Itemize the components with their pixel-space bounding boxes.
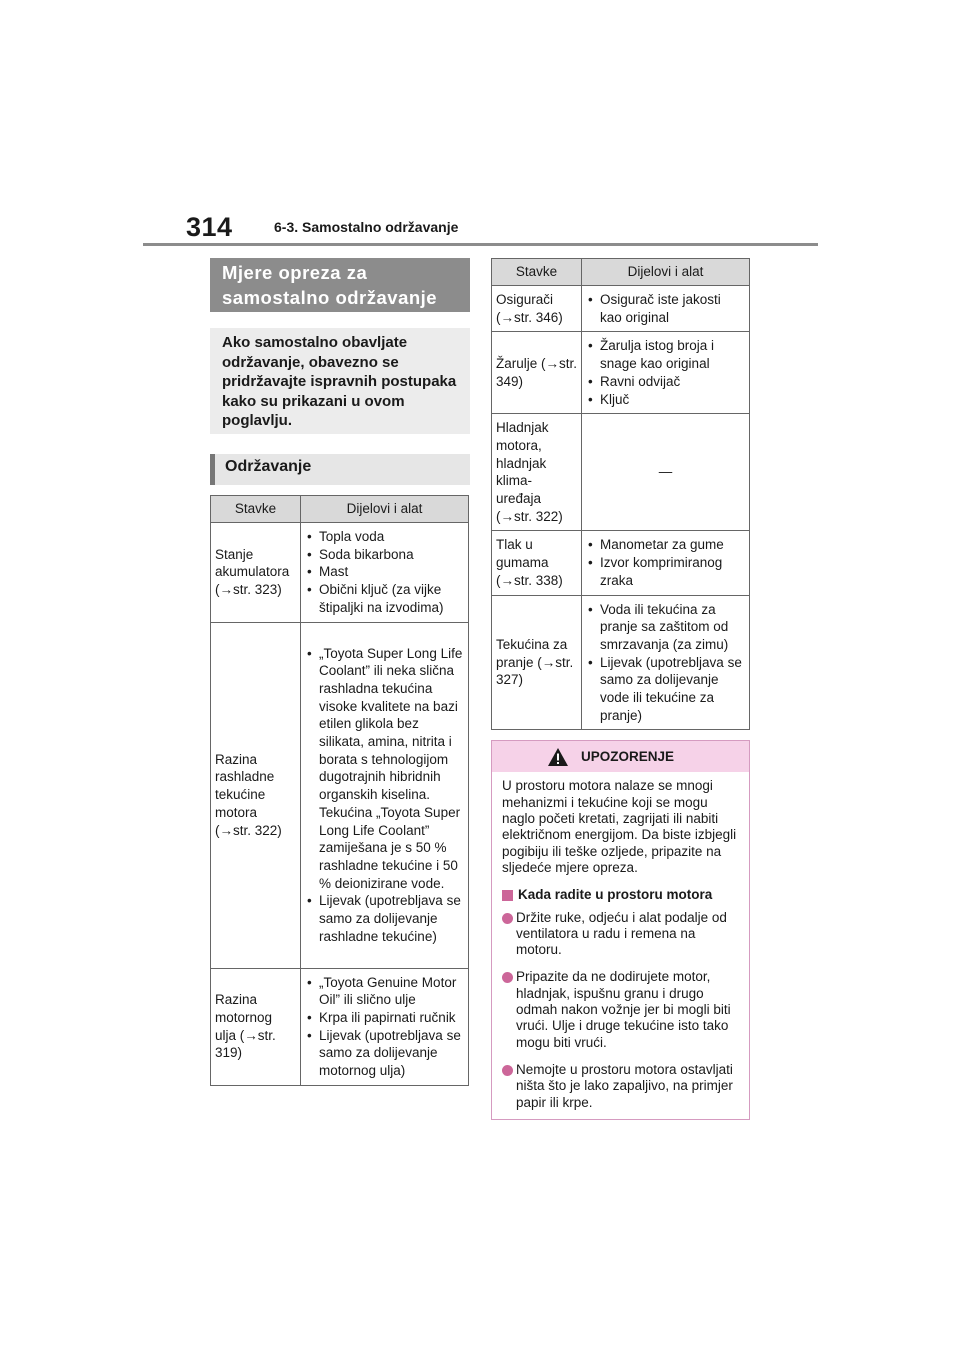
list-item: • Lijevak (upotrebljava se samo za dolijevanje vode ili tekućine za pranje) bbox=[586, 654, 745, 725]
warning-subheading-text: Kada radite u prostoru motora bbox=[518, 887, 713, 903]
intro-box: Ako samostalno obavljate održavanje, obavezno se pridržavajte ispravnih postupaka kako su prikazani u ovom poglavlju. bbox=[210, 328, 470, 434]
warning-title: UPOZORENJE bbox=[580, 749, 675, 765]
table-cell-parts bbox=[301, 622, 469, 968]
list-item: • Žarulja istog broja i snage kao original bbox=[586, 337, 745, 372]
list-item: • Lijevak (upotrebljava se samo za dolijevanje rashladne tekućine) bbox=[305, 892, 464, 945]
list-item: • „Toyota Super Long Life Coolant” ili neka slična rashladna tekućina visoke kvalitete na bazi etilen glikola bez silikata, amina, nitrita i borata s tehnologijom dugotrajnih hibridnih organskih kiselina. Tekućina „Toyota Super Long Life Coolant” zamiješana je s 50 % rashladne tekućine i 50 % deionizirane vode. bbox=[305, 645, 464, 893]
warning-item bbox=[502, 910, 741, 959]
section-title: 6-3. Samostalno održavanje bbox=[274, 219, 459, 235]
table-cell-item: Žarulje (→str. 349) bbox=[492, 332, 582, 414]
column-header-items: Stavke bbox=[211, 496, 301, 523]
list-item: • Izvor komprimiranog zraka bbox=[586, 554, 745, 589]
list-item: • Ravni odvijač bbox=[586, 373, 745, 391]
warning-triangle-icon bbox=[547, 747, 569, 767]
table-cell-parts bbox=[582, 286, 750, 332]
table-cell-parts bbox=[582, 531, 750, 595]
circle-bullet-icon bbox=[502, 1065, 513, 1076]
table-cell-parts bbox=[582, 332, 750, 414]
header-rule bbox=[143, 243, 818, 246]
table-cell-item: Tlak u gumama (→str. 338) bbox=[492, 531, 582, 595]
table-cell-item: Hladnjak motora, hladnjak klima-uređaja (→str. 322) bbox=[492, 414, 582, 531]
table-row bbox=[211, 968, 469, 1085]
table-cell-parts bbox=[301, 968, 469, 1085]
table-header-row bbox=[492, 259, 750, 286]
table-cell-item: Razina motornog ulja (→str. 319) bbox=[211, 968, 301, 1085]
table-header-row bbox=[211, 496, 469, 523]
list-item: • Manometar za gume bbox=[586, 536, 745, 554]
page-title: Mjere opreza za samostalno održavanje bbox=[210, 258, 470, 312]
warning-header bbox=[492, 741, 749, 772]
column-header-parts: Dijelovi i alat bbox=[301, 496, 469, 523]
column-header-items: Stavke bbox=[492, 259, 582, 286]
warning-subheading bbox=[502, 887, 741, 903]
table-cell-item: Stanje akumulatora (→str. 323) bbox=[211, 523, 301, 623]
column-header-parts: Dijelovi i alat bbox=[582, 259, 750, 286]
list-item: • Obični ključ (za vijke štipaljki na izvodima) bbox=[305, 581, 464, 616]
list-item: • Lijevak (upotrebljava se samo za dolijevanje motornog ulja) bbox=[305, 1027, 464, 1080]
maintenance-table-left bbox=[210, 495, 469, 1086]
table-cell-parts bbox=[301, 523, 469, 623]
warning-item-text: Držite ruke, odjeću i alat podalje od ventilatora u radu i remena na motoru. bbox=[516, 909, 727, 958]
page-number: 314 bbox=[186, 212, 233, 242]
warning-intro: U prostoru motora nalaze se mnogi mehanizmi i tekućine koji se mogu naglo početi kretati, zagrijati ili nabiti električnom energijom. Da biste izbjegli pogibiju ili teške ozljede, pripazite na sljedeće mjere opreza. bbox=[502, 778, 737, 875]
table-cell-empty: — bbox=[582, 414, 750, 531]
maintenance-table-right bbox=[491, 258, 750, 730]
warning-item bbox=[502, 1062, 741, 1111]
maintenance-subheading: Održavanje bbox=[210, 454, 470, 485]
list-item: • Ključ bbox=[586, 391, 745, 409]
warning-item-text: Pripazite da ne dodirujete motor, hladnjak, ispušnu granu i drugo odmah nakon vožnje jer bi mogli biti vrući. Ulje i druge tekućine isto tako mogu biti vrući. bbox=[516, 969, 731, 1050]
warning-item-text: Nemojte u prostoru motora ostavljati ništa što je lako zapaljivo, na primjer papir ili krpe. bbox=[516, 1061, 733, 1110]
table-row bbox=[211, 523, 469, 623]
list-item: • Topla voda bbox=[305, 528, 464, 546]
warning-item bbox=[502, 969, 741, 1050]
table-cell-item: Osigurači (→str. 346) bbox=[492, 286, 582, 332]
circle-bullet-icon bbox=[502, 913, 513, 924]
table-row bbox=[492, 595, 750, 730]
warning-box bbox=[491, 740, 750, 1119]
left-column bbox=[210, 258, 470, 1086]
list-item: • Soda bikarbona bbox=[305, 546, 464, 564]
list-item: • Voda ili tekućina za pranje sa zaštitom od smrzavanja (za zimu) bbox=[586, 601, 745, 654]
table-row bbox=[492, 414, 750, 531]
list-item: • „Toyota Genuine Motor Oil” ili slično ulje bbox=[305, 974, 464, 1009]
right-column bbox=[491, 258, 751, 1120]
warning-body bbox=[492, 772, 749, 1118]
table-row bbox=[492, 531, 750, 595]
table-row bbox=[492, 332, 750, 414]
table-cell-item: Tekućina za pranje (→str. 327) bbox=[492, 595, 582, 730]
list-item: • Mast bbox=[305, 563, 464, 581]
list-item: • Osigurač iste jakosti kao original bbox=[586, 291, 745, 326]
table-row bbox=[211, 622, 469, 968]
list-item: • Krpa ili papirnati ručnik bbox=[305, 1009, 464, 1027]
circle-bullet-icon bbox=[502, 972, 513, 983]
table-row bbox=[492, 286, 750, 332]
square-bullet-icon bbox=[502, 890, 513, 901]
table-cell-parts bbox=[582, 595, 750, 730]
table-cell-item: Razina rashladne tekućine motora (→str. 322) bbox=[211, 622, 301, 968]
